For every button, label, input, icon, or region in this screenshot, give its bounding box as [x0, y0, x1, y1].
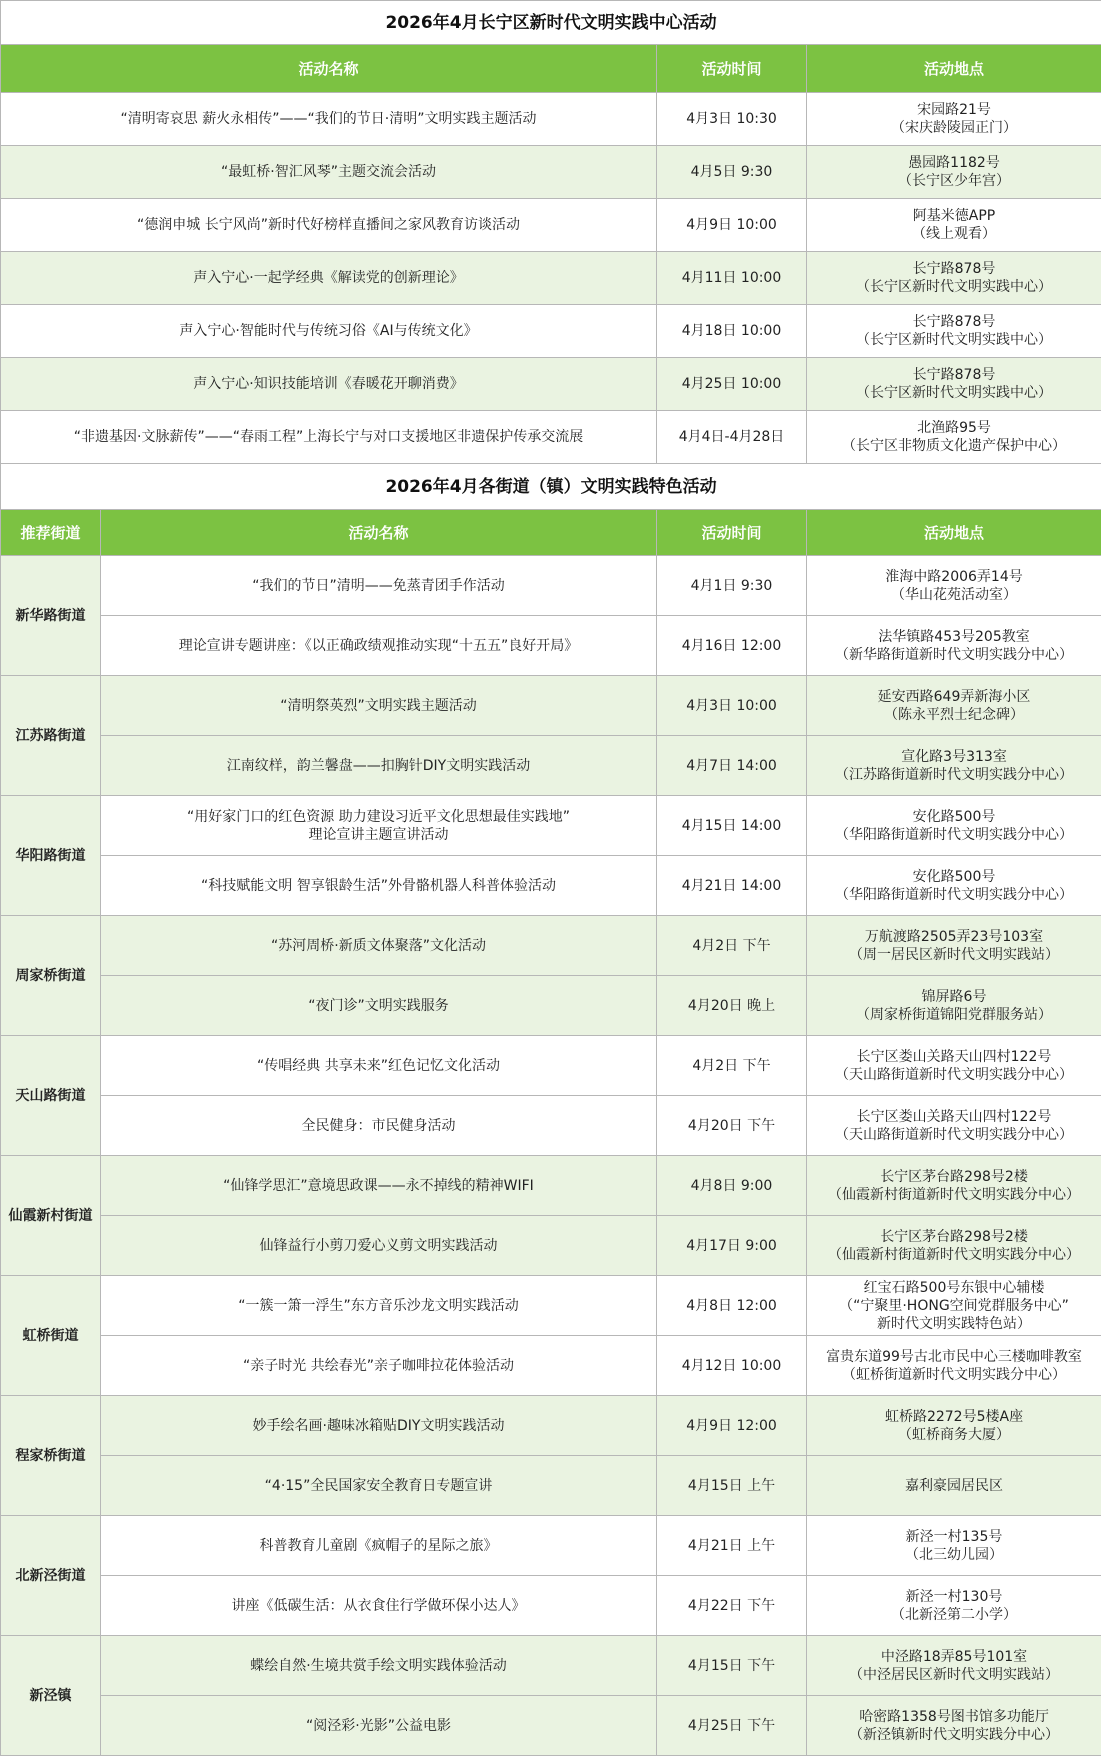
activity-place-line: 长宁区娄山关路天山四村122号: [856, 1048, 1052, 1065]
activity-time: 4月9日 10:00: [657, 199, 807, 252]
activity-place: [807, 976, 1101, 1036]
street-name: 新华路街道: [1, 556, 101, 676]
activity-name: [101, 616, 657, 676]
activity-place-line: 富贵东道99号古北市民中心三楼咖啡教室: [826, 1348, 1082, 1365]
activity-place-line: （长宁区新时代文明实践中心）: [856, 279, 1053, 295]
activity-time: 4月25日 下午: [657, 1696, 807, 1756]
activity-time: 4月9日 12:00: [657, 1396, 807, 1456]
activity-place-line: （宋庆龄陵园正门）: [891, 120, 1018, 136]
activity-name: “非遗基因·文脉薪传”——“春雨工程”上海长宁与对口支援地区非遗保护传承交流展: [1, 411, 657, 464]
activity-name: “德润申城 长宁风尚”新时代好榜样直播间之家风教育访谈活动: [1, 199, 657, 252]
activity-time: 4月21日 14:00: [657, 856, 807, 916]
street-name: 程家桥街道: [1, 1396, 101, 1516]
section2-header-cell: 活动名称: [101, 510, 657, 556]
activity-time: 4月4日-4月28日: [657, 411, 807, 464]
activity-name-line: “用好家门口的红色资源 助力建设习近平文化思想最佳实践地”: [187, 808, 570, 825]
activity-place-line: 虹桥路2272号5楼A座: [884, 1408, 1024, 1425]
activity-time: 4月20日 下午: [657, 1096, 807, 1156]
activity-place: [807, 676, 1101, 736]
activity-place: [807, 1636, 1101, 1696]
activity-place: [807, 736, 1101, 796]
activity-place-line: （江苏路街道新时代文明实践分中心）: [835, 766, 1074, 783]
activity-name: 声入宁心·一起学经典《解读党的创新理论》: [1, 252, 657, 305]
activity-name: [101, 1696, 657, 1756]
table-row: [1, 411, 1101, 464]
activity-place: [807, 146, 1101, 199]
table-row: [1, 616, 1101, 676]
activity-place-line: 宣化路3号313室: [901, 748, 1007, 765]
activity-place: [807, 1456, 1101, 1516]
table-row: [1, 916, 1101, 976]
table-row: [1, 796, 1101, 856]
activity-time: 4月11日 10:00: [657, 252, 807, 305]
activity-time: 4月15日 下午: [657, 1636, 807, 1696]
street-name: 虹桥街道: [1, 1276, 101, 1396]
activity-name: [101, 1576, 657, 1636]
activity-place-line: 宋园路21号: [917, 102, 991, 118]
table-row: [1, 252, 1101, 305]
table-row: [1, 1276, 1101, 1336]
activity-place-line: 长宁路878号: [912, 261, 996, 277]
section1-header-cell: 活动时间: [657, 45, 807, 93]
activity-name-line: “我们的节日”清明——免蒸青团手作活动: [252, 577, 505, 594]
section2-title: 2026年4月各街道（镇）文明实践特色活动: [1, 464, 1101, 510]
activity-time: 4月8日 12:00: [657, 1276, 807, 1336]
activity-name-line: “传唱经典 共享未来”红色记忆文化活动: [257, 1057, 500, 1074]
section1-header-cell: 活动地点: [807, 45, 1101, 93]
activity-time: 4月2日 下午: [657, 1036, 807, 1096]
activity-name: “清明寄哀思 薪火永相传”——“我们的节日·清明”文明实践主题活动: [1, 93, 657, 146]
activity-name-line: “阅泾彩·光影”公益电影: [306, 1717, 451, 1734]
activity-place-line: （“宁聚里·HONG空间党群服务中心”: [839, 1297, 1069, 1314]
activity-place-line: （长宁区新时代文明实践中心）: [856, 332, 1053, 348]
activity-place-line: 法华镇路453号205教室: [878, 628, 1030, 645]
table-row: [1, 1636, 1101, 1696]
activity-name-line: 全民健身：市民健身活动: [301, 1117, 456, 1134]
activity-place: [807, 1216, 1101, 1276]
activity-place: [807, 856, 1101, 916]
activity-time: 4月8日 9:00: [657, 1156, 807, 1216]
activity-place: [807, 252, 1101, 305]
activity-place-line: （北三幼儿园）: [905, 1546, 1004, 1563]
table-row: [1, 556, 1101, 616]
activity-time: 4月16日 12:00: [657, 616, 807, 676]
activity-place-line: （虹桥商务大厦）: [898, 1426, 1011, 1443]
activity-name-line: 妙手绘名画·趣味冰箱贴DIY文明实践活动: [252, 1417, 505, 1434]
activity-place-line: 北渔路95号: [917, 420, 991, 436]
activity-name-line: “4·15”全民国家安全教育日专题宣讲: [264, 1477, 493, 1494]
activity-place-line: （仙霞新村街道新时代文明实践分中心）: [828, 1186, 1081, 1203]
section1-title-row: [1, 1, 1101, 45]
activity-name: [101, 1036, 657, 1096]
table-row: [1, 146, 1101, 199]
activity-name: [101, 1456, 657, 1516]
table-row: [1, 1216, 1101, 1276]
activity-name-line: 蝶绘自然·生境共赏手绘文明实践体验活动: [250, 1657, 507, 1674]
table-row: [1, 976, 1101, 1036]
table-row: [1, 199, 1101, 252]
activity-place-line: 新泾一村130号: [905, 1588, 1003, 1605]
table-row: [1, 1096, 1101, 1156]
activity-name: 声入宁心·智能时代与传统习俗《AI与传统文化》: [1, 305, 657, 358]
activity-name-line: 江南纹样，韵兰馨盘——扣胸针DIY文明实践活动: [226, 757, 531, 774]
activity-name: [101, 976, 657, 1036]
table-row: [1, 93, 1101, 146]
activity-time: 4月12日 10:00: [657, 1336, 807, 1396]
activity-place-line: 中泾路18弄85号101室: [880, 1648, 1028, 1665]
activity-place-line: 愚园路1182号: [908, 155, 1000, 171]
activity-place-line: （华阳路街道新时代文明实践分中心）: [835, 886, 1074, 903]
table-row: [1, 1336, 1101, 1396]
table-row: [1, 736, 1101, 796]
activity-place: [807, 199, 1101, 252]
activity-time: 4月21日 上午: [657, 1516, 807, 1576]
activity-place-line: 新泾一村135号: [905, 1528, 1003, 1545]
activity-place-line: （周一居民区新时代文明实践站）: [849, 946, 1060, 963]
activity-time: 4月1日 9:30: [657, 556, 807, 616]
activity-place: [807, 1336, 1101, 1396]
activity-name-line: “夜门诊”文明实践服务: [308, 997, 449, 1014]
activity-name-line: 讲座《低碳生活：从衣食住行学做环保小达人》: [231, 1597, 526, 1614]
activity-place: [807, 305, 1101, 358]
section2-header-cell: 活动时间: [657, 510, 807, 556]
activity-time: 4月15日 上午: [657, 1456, 807, 1516]
activity-place-line: （天山路街道新时代文明实践分中心）: [835, 1066, 1074, 1083]
activity-place-line: （虹桥街道新时代文明实践分中心）: [842, 1366, 1067, 1383]
activity-place: [807, 796, 1101, 856]
activity-name: [101, 1216, 657, 1276]
activity-place-line: （长宁区新时代文明实践中心）: [856, 385, 1053, 401]
street-name: 江苏路街道: [1, 676, 101, 796]
activity-time: 4月5日 9:30: [657, 146, 807, 199]
activity-place-line: 长宁区娄山关路天山四村122号: [856, 1108, 1052, 1125]
activity-place: [807, 93, 1101, 146]
activity-place-line: （华阳路街道新时代文明实践分中心）: [835, 826, 1074, 843]
activity-place-line: 长宁区茅台路298号2楼: [880, 1228, 1028, 1245]
activity-place-line: （新华路街道新时代文明实践分中心）: [835, 646, 1074, 663]
activity-name: [101, 856, 657, 916]
activity-place-line: （仙霞新村街道新时代文明实践分中心）: [828, 1246, 1081, 1263]
activity-place-line: （长宁区非物质文化遗产保护中心）: [842, 438, 1067, 454]
activity-time: 4月15日 14:00: [657, 796, 807, 856]
street-name: 仙霞新村街道: [1, 1156, 101, 1276]
activity-place: [807, 1036, 1101, 1096]
activity-place-line: （新泾镇新时代文明实践分中心）: [849, 1726, 1060, 1743]
activity-name-line: 科普教育儿童剧《疯帽子的星际之旅》: [259, 1537, 498, 1554]
activity-place-line: 延安西路649弄新海小区: [877, 688, 1031, 705]
activity-place-line: 哈密路1358号图书馆多功能厅: [859, 1708, 1049, 1725]
activity-place-line: （华山花苑活动室）: [891, 586, 1018, 603]
activity-place-line: 锦屏路6号: [921, 988, 987, 1005]
activity-time: 4月22日 下午: [657, 1576, 807, 1636]
activity-place-line: （陈永平烈士纪念碑）: [884, 706, 1025, 723]
section2-header-row: [1, 510, 1101, 556]
activity-place-line: 长宁路878号: [912, 367, 996, 383]
activity-time: 4月25日 10:00: [657, 358, 807, 411]
activity-place: [807, 1396, 1101, 1456]
activity-place: [807, 1096, 1101, 1156]
activity-name: [101, 1276, 657, 1336]
section1-header-cell: 活动名称: [1, 45, 657, 93]
activity-name-line: “仙锋学思汇”意境思政课——永不掉线的精神WIFI: [223, 1177, 534, 1194]
street-name: 北新泾街道: [1, 1516, 101, 1636]
table-row: [1, 1396, 1101, 1456]
section2-header-cell: 活动地点: [807, 510, 1101, 556]
activity-place-line: （中泾居民区新时代文明实践站）: [849, 1666, 1060, 1683]
activity-time: 4月3日 10:00: [657, 676, 807, 736]
street-name: 新泾镇: [1, 1636, 101, 1756]
activity-name-line: “亲子时光 共绘春光”亲子咖啡拉花体验活动: [243, 1357, 514, 1374]
activity-place-line: 万航渡路2505弄23号103室: [864, 928, 1044, 945]
table-row: [1, 856, 1101, 916]
activity-place: [807, 1276, 1101, 1336]
activity-name: [101, 1396, 657, 1456]
activity-place-line: （北新泾第二小学）: [891, 1606, 1018, 1623]
activity-place-line: 长宁区茅台路298号2楼: [880, 1168, 1028, 1185]
section1-header-row: [1, 45, 1101, 93]
activity-name: “最虹桥·智汇风琴”主题交流会活动: [1, 146, 657, 199]
activity-name: [101, 1516, 657, 1576]
activity-place-line: 嘉利豪园居民区: [905, 1477, 1004, 1494]
activity-place: [807, 411, 1101, 464]
activity-place: [807, 1516, 1101, 1576]
street-name: 华阳路街道: [1, 796, 101, 916]
activity-name: [101, 1636, 657, 1696]
activity-place-line: 淮海中路2006弄14号: [885, 568, 1023, 585]
table-row: [1, 676, 1101, 736]
activity-name-line: 理论宣讲主题宣讲活动: [308, 826, 449, 843]
table-row: [1, 1696, 1101, 1756]
activity-name: [101, 736, 657, 796]
activity-place: [807, 358, 1101, 411]
activity-time: 4月3日 10:30: [657, 93, 807, 146]
activity-name: [101, 916, 657, 976]
activity-place-line: 安化路500号: [912, 868, 996, 885]
activity-time: 4月2日 下午: [657, 916, 807, 976]
activity-name: [101, 1096, 657, 1156]
activity-place-line: 新时代文明实践特色站）: [877, 1315, 1032, 1332]
activity-place: [807, 556, 1101, 616]
activity-name-line: “苏河周桥·新质文体聚落”文化活动: [271, 937, 486, 954]
activity-place-line: （长宁区少年宫）: [898, 173, 1011, 189]
activity-name: 声入宁心·知识技能培训《春暖花开聊消费》: [1, 358, 657, 411]
activity-name-line: 理论宣讲专题讲座：《以正确政绩观推动实现“十五五”良好开局》: [178, 637, 579, 654]
street-name: 天山路街道: [1, 1036, 101, 1156]
activity-place-line: （周家桥街道锦阳党群服务站）: [856, 1006, 1053, 1023]
activity-name-line: “清明祭英烈”文明实践主题活动: [280, 697, 477, 714]
table-row: [1, 1576, 1101, 1636]
activity-name-line: “一簇一箫一浮生”东方音乐沙龙文明实践活动: [238, 1297, 519, 1314]
table-row: [1, 305, 1101, 358]
section1-title: 2026年4月长宁区新时代文明实践中心活动: [1, 1, 1101, 45]
activity-name: [101, 676, 657, 736]
table-row: [1, 1516, 1101, 1576]
street-name: 周家桥街道: [1, 916, 101, 1036]
table-row: [1, 1036, 1101, 1096]
activity-time: 4月20日 晚上: [657, 976, 807, 1036]
activity-place-line: 阿基米德APP: [912, 208, 996, 224]
activity-name: [101, 796, 657, 856]
activity-place: [807, 616, 1101, 676]
activity-place-line: 安化路500号: [912, 808, 996, 825]
activity-name-line: “科技赋能文明 智享银龄生活”外骨骼机器人科普体验活动: [201, 877, 556, 894]
activity-time: 4月17日 9:00: [657, 1216, 807, 1276]
activity-place-line: （天山路街道新时代文明实践分中心）: [835, 1126, 1074, 1143]
activity-place: [807, 916, 1101, 976]
activity-name: [101, 556, 657, 616]
section2-title-row: [1, 464, 1101, 510]
activity-place-line: 红宝石路500号东银中心辅楼: [863, 1279, 1045, 1296]
activity-place-line: 长宁路878号: [912, 314, 996, 330]
activity-place: [807, 1696, 1101, 1756]
activity-time: 4月7日 14:00: [657, 736, 807, 796]
table-row: [1, 1456, 1101, 1516]
activity-place: [807, 1576, 1101, 1636]
activity-place: [807, 1156, 1101, 1216]
activity-name: [101, 1336, 657, 1396]
activity-name: [101, 1156, 657, 1216]
section2-header-cell: 推荐街道: [1, 510, 101, 556]
table-row: [1, 1156, 1101, 1216]
activity-place-line: （线上观看）: [912, 226, 997, 242]
table-row: [1, 358, 1101, 411]
activity-time: 4月18日 10:00: [657, 305, 807, 358]
activity-name-line: 仙锋益行小剪刀爱心义剪文明实践活动: [259, 1237, 498, 1254]
